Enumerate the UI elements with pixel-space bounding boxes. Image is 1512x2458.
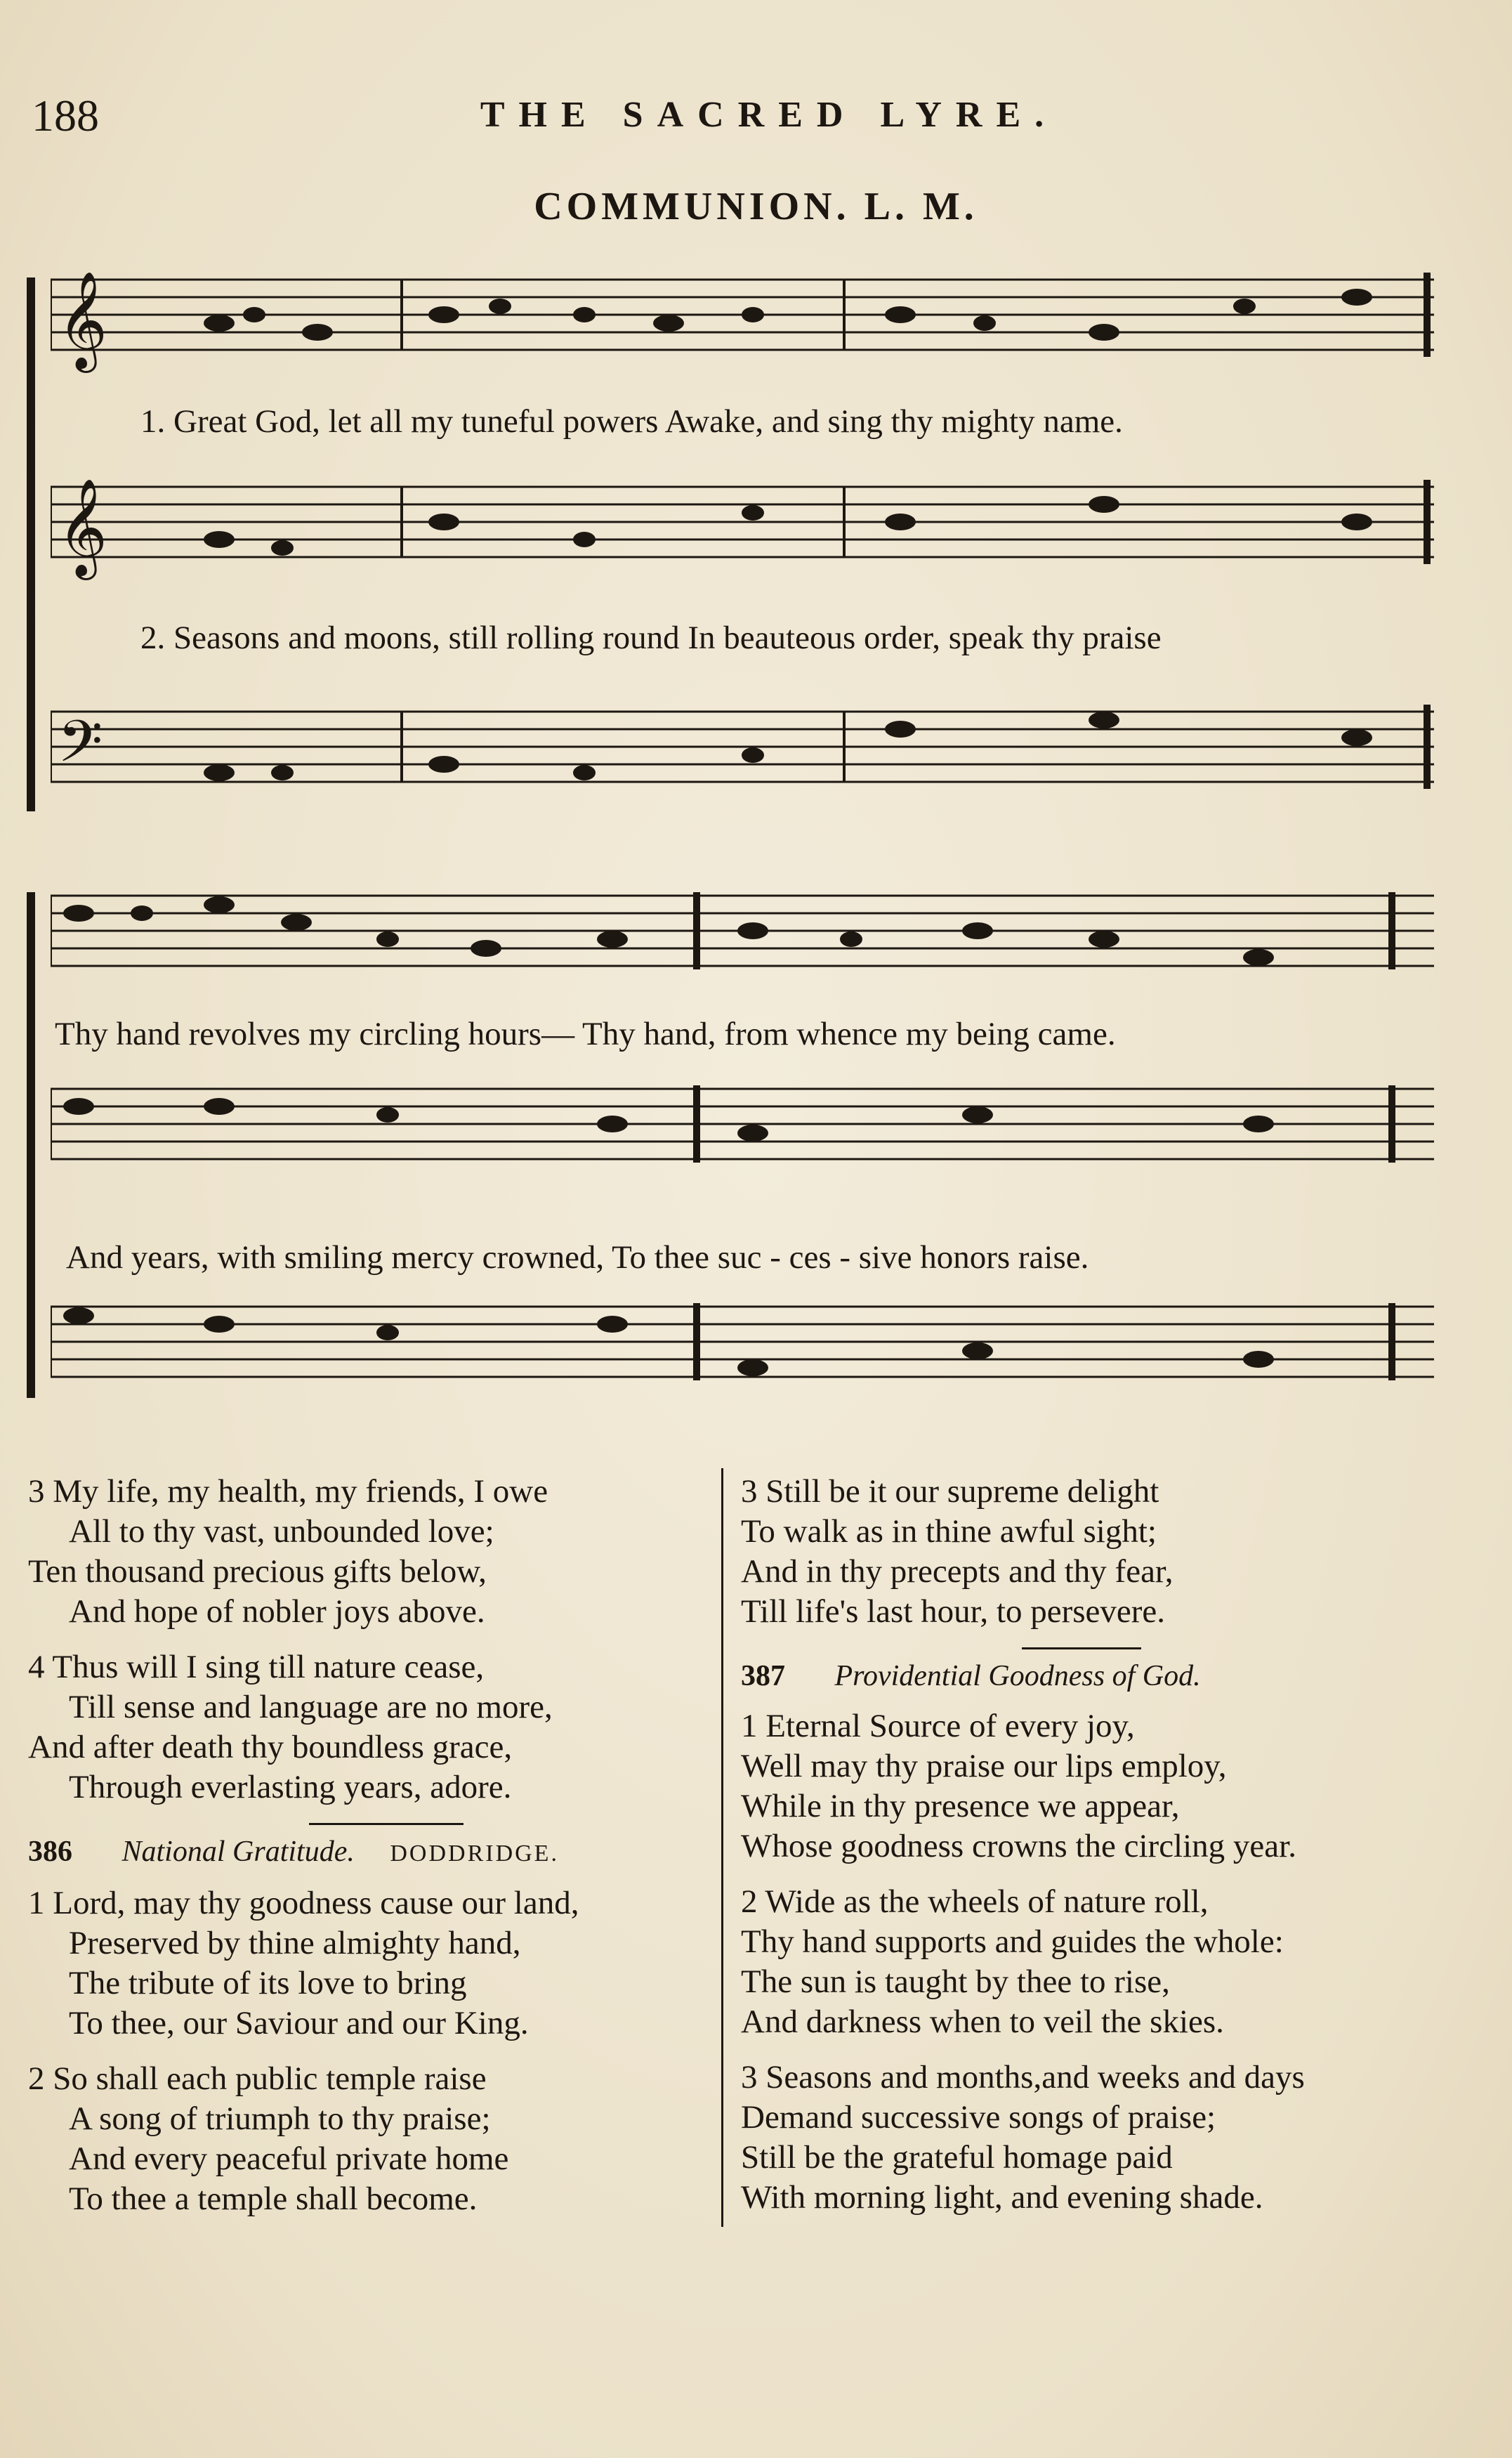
page-number: 188 <box>32 91 99 140</box>
music-system-1 <box>51 273 1434 821</box>
lyric-line-1: 1. Great God, let all my tuneful powers Awake, and sing thy mighty name. <box>140 403 1123 440</box>
lyric-line-2: 2. Seasons and moons, still rolling round In beauteous order, speak thy praise <box>140 620 1162 656</box>
page-header <box>32 90 1450 146</box>
svg-text:𝄞: 𝄞 <box>58 273 107 369</box>
stanza-3-left: 3 My life, my health, my friends, I owe All to thy vast, unbounded love; Ten thousand precious gifts below, And hope of nobler joys above. <box>28 1473 548 1630</box>
stanza-4-left: 4 Thus will I sing till nature cease, Till sense and language are no more, And after death thy boundless grace, Through everlasting years, adore. <box>28 1649 553 1805</box>
svg-text:𝄞: 𝄞 <box>58 478 107 576</box>
staff-notation-system-2 <box>51 889 1434 1408</box>
section-divider-right <box>1022 1647 1141 1649</box>
staff-notation-system-1 <box>51 273 1434 821</box>
hymn-387-stanza-1: 1 Eternal Source of every joy, Well may thy praise our lips employ, While in thy presence we appear, Whose goodness crowns the circling year. <box>741 1708 1296 1864</box>
lyric-line-4: And years, with smiling mercy crowned, To thee suc - ces - sive honors raise. <box>66 1239 1089 1276</box>
hymn-386-heading: 386 National Gratitude. DODDRIDGE. <box>28 1836 559 1868</box>
stanza-3-right: 3 Still be it our supreme delight To walk as in thine awful sight; And in thy precepts and thy fear, Till life's last hour, to persevere. <box>741 1473 1174 1630</box>
system-1-brace <box>27 277 35 811</box>
hymn-386-stanza-2: 2 So shall each public temple raise A song of triumph to thy praise; And every peaceful private home To thee a temple shall become. <box>28 2060 509 2217</box>
svg-text:𝄢: 𝄢 <box>58 707 103 790</box>
left-text-column <box>28 1472 723 2235</box>
hymn-387-heading: 387 Providential Goodness of God. <box>741 1660 1201 1692</box>
running-title: THE SACRED LYRE. <box>480 95 1058 135</box>
right-text-column <box>741 1472 1485 2233</box>
hymn-386-stanza-1: 1 Lord, may thy goodness cause our land, Preserved by thine almighty hand, The tribute of its love to bring To thee, our Saviour and our King. <box>28 1885 579 2041</box>
hymn-387-stanza-3: 3 Seasons and months,and weeks and days Demand successive songs of praise; Still be the grateful homage paid With morning light, and evening shade. <box>741 2059 1305 2216</box>
section-divider <box>309 1823 464 1825</box>
music-system-2 <box>51 889 1434 1408</box>
tune-title: COMMUNION. L. M. <box>534 185 978 228</box>
column-divider <box>721 1468 723 2227</box>
hymn-387-stanza-2: 2 Wide as the wheels of nature roll, Thy hand supports and guides the whole: The sun is taught by thee to rise, And darkness when to veil the skies. <box>741 1883 1284 2040</box>
lyric-line-3: Thy hand revolves my circling hours— Thy hand, from whence my being came. <box>55 1016 1116 1052</box>
system-2-brace <box>27 892 35 1398</box>
